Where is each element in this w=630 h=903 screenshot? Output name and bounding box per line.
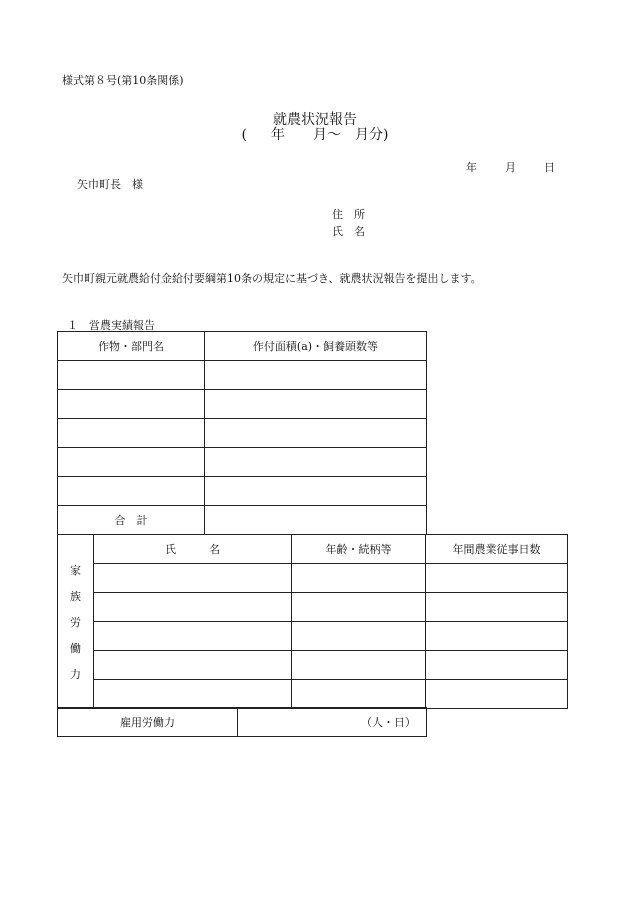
age-cell[interactable]: [292, 564, 426, 593]
age-cell[interactable]: [292, 680, 426, 709]
table-header-row: [58, 332, 427, 361]
family-labor-table: [57, 534, 568, 709]
hired-labor-unit: （人・日）: [361, 716, 416, 729]
period-month-to: 月分): [355, 127, 389, 143]
total-cell[interactable]: [205, 506, 427, 535]
crop-cell[interactable]: [58, 390, 205, 419]
table-row: [58, 477, 427, 506]
date-year: 年: [466, 161, 477, 174]
period-open: (: [241, 127, 247, 143]
submission-date: [466, 159, 555, 175]
table-row: [58, 593, 568, 622]
days-cell[interactable]: [426, 564, 568, 593]
period-year: 年: [271, 127, 285, 143]
area-cell[interactable]: [205, 448, 427, 477]
side-label-char: 労: [70, 615, 81, 629]
crop-cell[interactable]: [58, 477, 205, 506]
name-cell[interactable]: [94, 593, 292, 622]
family-labor-side-label: [58, 535, 94, 709]
period-month-from: 月～: [313, 127, 341, 143]
table-row: [58, 708, 427, 737]
age-cell[interactable]: [292, 593, 426, 622]
section-heading: １ 営農実績報告: [67, 319, 155, 332]
column-header-name: 氏 名: [94, 535, 292, 564]
side-label-char: 働: [70, 641, 81, 655]
area-cell[interactable]: [205, 477, 427, 506]
name-cell[interactable]: [94, 651, 292, 680]
area-cell[interactable]: [205, 419, 427, 448]
crop-cell[interactable]: [58, 361, 205, 390]
addressee: 矢巾町長 様: [77, 178, 143, 191]
area-cell[interactable]: [205, 361, 427, 390]
table-row: [58, 651, 568, 680]
hired-labor-table: [57, 707, 427, 737]
name-cell[interactable]: [94, 622, 292, 651]
days-cell[interactable]: [426, 651, 568, 680]
side-label-char: 力: [70, 667, 81, 681]
side-label-char: 族: [70, 589, 81, 603]
table-row: [58, 419, 427, 448]
area-cell[interactable]: [205, 390, 427, 419]
hired-labor-label: 雇用労働力: [58, 708, 238, 737]
column-header-days: 年間農業従事日数: [426, 535, 568, 564]
column-header-crop: 作物・部門名: [58, 332, 205, 361]
crop-cell[interactable]: [58, 419, 205, 448]
table-row: [58, 448, 427, 477]
statement-text: 矢巾町親元就農給付金給付要綱第10条の規定に基づき、就農状況報告を提出します。: [62, 272, 482, 285]
name-label: 氏 名: [332, 225, 365, 238]
side-label-char: 家: [70, 563, 81, 577]
table-row: [58, 361, 427, 390]
age-cell[interactable]: [292, 651, 426, 680]
table-row: [58, 564, 568, 593]
form-number: 様式第８号(第10条関係): [62, 74, 184, 87]
report-period: [0, 124, 630, 144]
days-cell[interactable]: [426, 593, 568, 622]
date-day: 日: [544, 161, 555, 174]
table-row: [58, 390, 427, 419]
report-title: 就農状況報告: [273, 112, 357, 128]
date-month: 月: [505, 161, 516, 174]
days-cell[interactable]: [426, 680, 568, 709]
address-label: 住 所: [332, 208, 365, 221]
farming-results-table: [57, 331, 427, 535]
crop-cell[interactable]: [58, 448, 205, 477]
name-cell[interactable]: [94, 680, 292, 709]
total-label: 合 計: [58, 506, 205, 535]
days-cell[interactable]: [426, 622, 568, 651]
table-row: [58, 622, 568, 651]
column-header-age: 年齢・続柄等: [292, 535, 426, 564]
hired-labor-cell[interactable]: [238, 708, 427, 737]
total-row: [58, 506, 427, 535]
table-header-row: [58, 535, 568, 564]
age-cell[interactable]: [292, 622, 426, 651]
table-row: [58, 680, 568, 709]
name-cell[interactable]: [94, 564, 292, 593]
column-header-area: 作付面積(a)・飼養頭数等: [205, 332, 427, 361]
